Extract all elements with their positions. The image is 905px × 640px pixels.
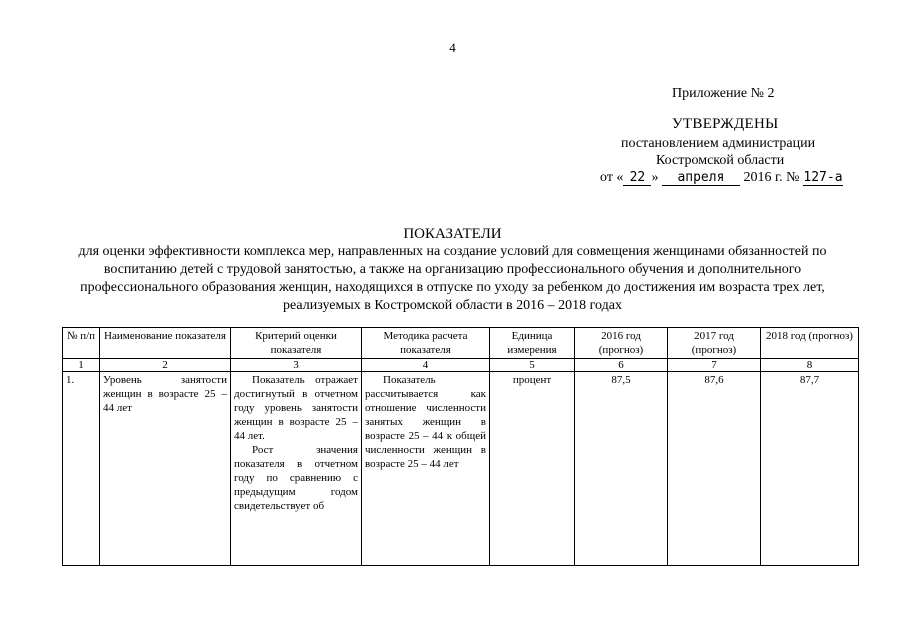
- column-number: 7: [668, 359, 761, 372]
- header-cell: № п/п: [63, 328, 100, 359]
- approval-region: Костромской области: [656, 153, 785, 168]
- indicators-table: [62, 327, 859, 566]
- header-cell: Методика расчета показателя: [362, 328, 490, 359]
- criterion-paragraph-2: Рост значения показателя в отчетном году по сравнению с предыдущим годом свидетельствует об: [234, 444, 358, 512]
- date-mid: »: [651, 170, 659, 185]
- header-cell: Критерий оценки показателя: [231, 328, 362, 359]
- criterion-paragraph-1: Показатель отражает достигнутый в отчетном году уровень занятости женщин в возрасте 25 – 44 лет.: [234, 374, 358, 442]
- column-number: 1: [63, 359, 100, 372]
- column-number: 5: [490, 359, 575, 372]
- indicator-criterion: [231, 372, 362, 566]
- header-cell: 2016 год (прогноз): [575, 328, 668, 359]
- header-cell: Наименование показателя: [100, 328, 231, 359]
- column-number: 8: [761, 359, 859, 372]
- approval-date-line: [600, 170, 843, 186]
- approval-month: апреля: [662, 170, 740, 186]
- date-prefix: от «: [600, 170, 624, 185]
- value-2017: 87,6: [668, 372, 761, 566]
- value-2016: 87,5: [575, 372, 668, 566]
- table-row: [63, 372, 859, 566]
- row-number: 1.: [63, 372, 100, 566]
- approval-day: 22: [623, 170, 651, 186]
- document-subtitle: для оценки эффективности комплекса мер, направленных на создание условий для совмещения женщинами обязанностей по воспитанию детей с трудовой занятостью, а также на организацию профессионального обучения и дополнительного профессионального образования женщин, находящихся в отпуске по уходу за ребенком до достижения им возраста трех лет, реализуемых в Костромской области в 2016 – 2018 годах: [78, 244, 827, 313]
- approval-heading: УТВЕРЖДЕНЫ: [672, 116, 779, 132]
- column-number: 2: [100, 359, 231, 372]
- document-title: ПОКАЗАТЕЛИ: [403, 226, 502, 242]
- table-header-row: [63, 328, 859, 359]
- page-number: 4: [449, 40, 456, 55]
- header-cell: Единица измерения: [490, 328, 575, 359]
- column-number: 3: [231, 359, 362, 372]
- approval-number: 127-а: [803, 170, 843, 185]
- header-cell: 2017 год (прогноз): [668, 328, 761, 359]
- calculation-method: Показатель рассчитывается как отношение численности занятых женщин в возрасте 25 – 44 к общей численности женщин в возрасте 25 – 44 лет: [362, 372, 490, 566]
- column-number-row: [63, 359, 859, 372]
- date-year: 2016 г. №: [743, 170, 800, 185]
- column-number: 4: [362, 359, 490, 372]
- value-2018: 87,7: [761, 372, 859, 566]
- approval-authority: постановлением администрации: [621, 136, 816, 151]
- unit-of-measure: процент: [490, 372, 575, 566]
- appendix-label: Приложение № 2: [672, 86, 775, 101]
- column-number: 6: [575, 359, 668, 372]
- indicator-name: Уровень занятости женщин в возрасте 25 – 44 лет: [100, 372, 231, 566]
- header-cell: 2018 год (прогноз): [761, 328, 859, 359]
